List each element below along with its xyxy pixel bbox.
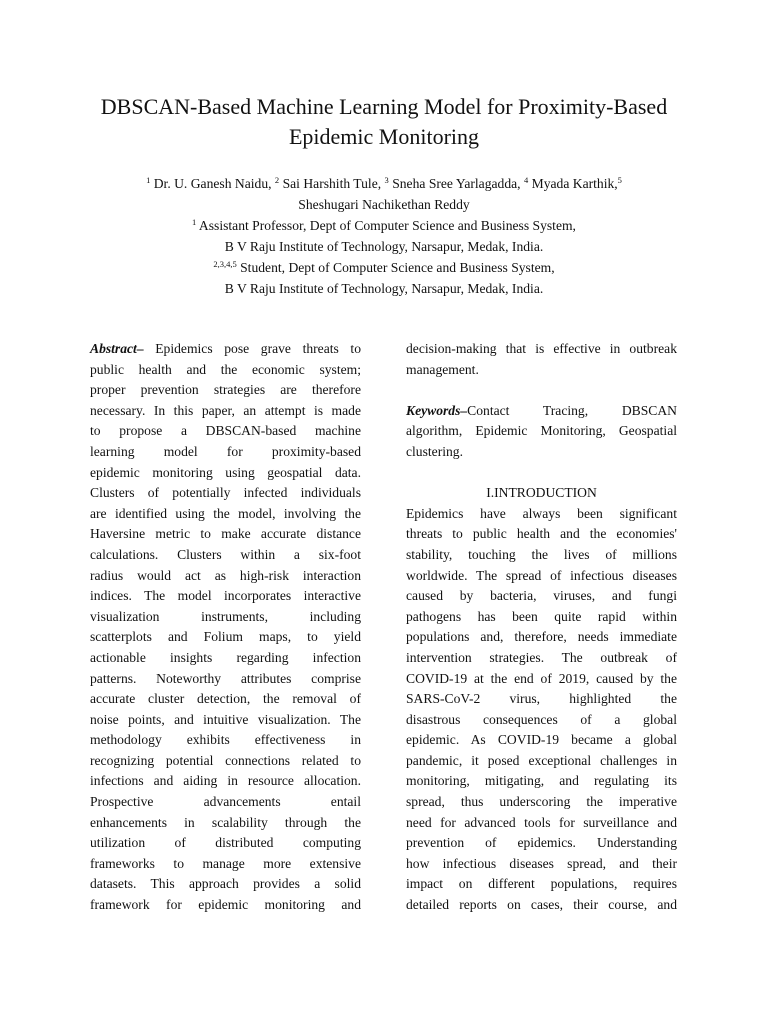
- abstract-line: radius would act as high-risk interaction: [90, 567, 361, 583]
- intro-line: pathogens has been quite rapid within: [406, 608, 677, 624]
- intro-line: detailed reports on cases, their course, and: [406, 897, 677, 913]
- abstract-line: Clusters of potentially infected individuals: [90, 485, 361, 501]
- affiliation-line: [60, 257, 708, 278]
- author-name: Sneha Sree Yarlagadda,: [388, 176, 524, 191]
- abstract-line: noise points, and intuitive visualization. The: [90, 711, 361, 727]
- intro-line: disastrous consequences of a global: [406, 711, 677, 727]
- author-superscript: 3: [384, 175, 389, 185]
- author-superscript: 2: [274, 175, 280, 185]
- abstract-line: utilization of distributed computing: [90, 835, 361, 851]
- keywords-first-line: Keywords–Contact Tracing, DBSCAN: [406, 402, 677, 418]
- intro-line: need for advanced tools for surveillance and: [406, 814, 677, 830]
- abstract-line: actionable insights regarding infection: [90, 649, 361, 665]
- abstract-last-line: management.: [406, 361, 479, 377]
- abstract-line: calculations. Clusters within a six-foot: [90, 546, 361, 562]
- intro-line: COVID-19 at the end of 2019, caused by the: [406, 670, 677, 686]
- author-line: [60, 173, 708, 194]
- intro-line: impact on different populations, requires: [406, 876, 677, 892]
- intro-line: how infectious diseases spread, and their: [406, 855, 677, 871]
- abstract-line: necessary. In this paper, an attempt is made: [90, 402, 361, 418]
- intro-line: threats to public health and the economies': [406, 526, 677, 542]
- intro-line: epidemic. As COVID-19 became a global: [406, 732, 677, 748]
- affiliation-line: B V Raju Institute of Technology, Narsapur, Medak, India.: [224, 281, 544, 296]
- title-line: DBSCAN-Based Machine Learning Model for Proximity-Based: [100, 94, 668, 119]
- intro-line: caused by bacteria, viruses, and fungi: [406, 588, 677, 604]
- abstract-line: accurate cluster detection, the removal of: [90, 691, 361, 707]
- intro-line: Epidemics have always been significant: [406, 505, 677, 521]
- abstract-line: proper prevention strategies are therefore: [90, 382, 361, 398]
- abstract-line: to propose a DBSCAN-based machine: [90, 423, 361, 439]
- affiliation-superscript: 2,3,4,5: [213, 259, 237, 269]
- intro-line: SARS-CoV-2 virus, highlighted the: [406, 691, 677, 707]
- abstract-line: Haversine metric to make accurate distance: [90, 526, 361, 542]
- abstract-label: Abstract–: [90, 341, 144, 356]
- abstract-line: visualization instruments, including: [90, 608, 361, 624]
- abstract-line: infections and aiding in resource allocation.: [90, 773, 361, 789]
- author-superscript: 1: [146, 175, 151, 185]
- author-name: Myada Karthik,: [528, 176, 618, 191]
- author-superscript: 4: [523, 175, 529, 185]
- paper-title: [60, 92, 708, 152]
- left-column: [90, 339, 361, 916]
- abstract-line: frameworks to manage more extensive: [90, 855, 361, 871]
- author-name: Dr. U. Ganesh Naidu,: [150, 176, 275, 191]
- author-block: [60, 173, 708, 299]
- section-heading: I.INTRODUCTION: [486, 485, 597, 501]
- intro-line: prevention of epidemics. Understanding: [406, 835, 677, 851]
- keywords-last-line: clustering.: [406, 443, 464, 459]
- affiliation-line: [60, 215, 708, 236]
- affiliation-text: Student, Dept of Computer Science and Business System,: [236, 260, 555, 275]
- abstract-line: recognizing potential connections related to: [90, 752, 361, 768]
- affiliation-superscript: 1: [192, 217, 197, 227]
- abstract-line: learning model for proximity-based: [90, 443, 361, 459]
- intro-line: stability, touching the lives of millions: [406, 546, 677, 562]
- abstract-line: scatterplots and Folium maps, to yield: [90, 629, 361, 645]
- author-superscript: 5: [617, 175, 622, 185]
- abstract-line: enhancements in scalability through the: [90, 814, 361, 830]
- abstract-line: datasets. This approach provides a solid: [90, 876, 361, 892]
- affiliation-text: Assistant Professor, Dept of Computer Science and Business System,: [196, 218, 576, 233]
- abstract-line: are identified using the model, involving the: [90, 505, 361, 521]
- intro-line: worldwide. The spread of infectious diseases: [406, 567, 677, 583]
- abstract-line: epidemic monitoring using geospatial data.: [90, 464, 361, 480]
- abstract-line: methodology exhibits effectiveness in: [90, 732, 361, 748]
- right-column: [406, 339, 677, 916]
- abstract-line: public health and the economic system;: [90, 361, 361, 377]
- author-name: Sai Harshith Tule,: [279, 176, 385, 191]
- intro-line: monitoring, mitigating, and regulating its: [406, 773, 677, 789]
- abstract-line: patterns. Noteworthy attributes comprise: [90, 670, 361, 686]
- author-line: Sheshugari Nachikethan Reddy: [298, 197, 470, 212]
- intro-line: pandemic, it posed exceptional challenges in: [406, 752, 677, 768]
- title-line: Epidemic Monitoring: [288, 124, 480, 149]
- abstract-line: indices. The model incorporates interactive: [90, 588, 361, 604]
- keywords-label: Keywords–: [406, 402, 468, 418]
- intro-line: intervention strategies. The outbreak of: [406, 649, 677, 665]
- abstract-line: decision-making that is effective in outbreak: [406, 341, 677, 356]
- abstract-line: framework for epidemic monitoring and: [90, 897, 361, 913]
- abstract-line: Prospective advancements entail: [90, 794, 361, 810]
- affiliation-line: B V Raju Institute of Technology, Narsapur, Medak, India.: [224, 239, 544, 254]
- abstract-first-line: Abstract– Epidemics pose grave threats to: [90, 341, 362, 356]
- intro-line: populations and, therefore, needs immediate: [406, 629, 677, 645]
- intro-line: spread, thus underscoring the imperative: [406, 794, 677, 810]
- keywords-line: algorithm, Epidemic Monitoring, Geospatial: [406, 423, 677, 439]
